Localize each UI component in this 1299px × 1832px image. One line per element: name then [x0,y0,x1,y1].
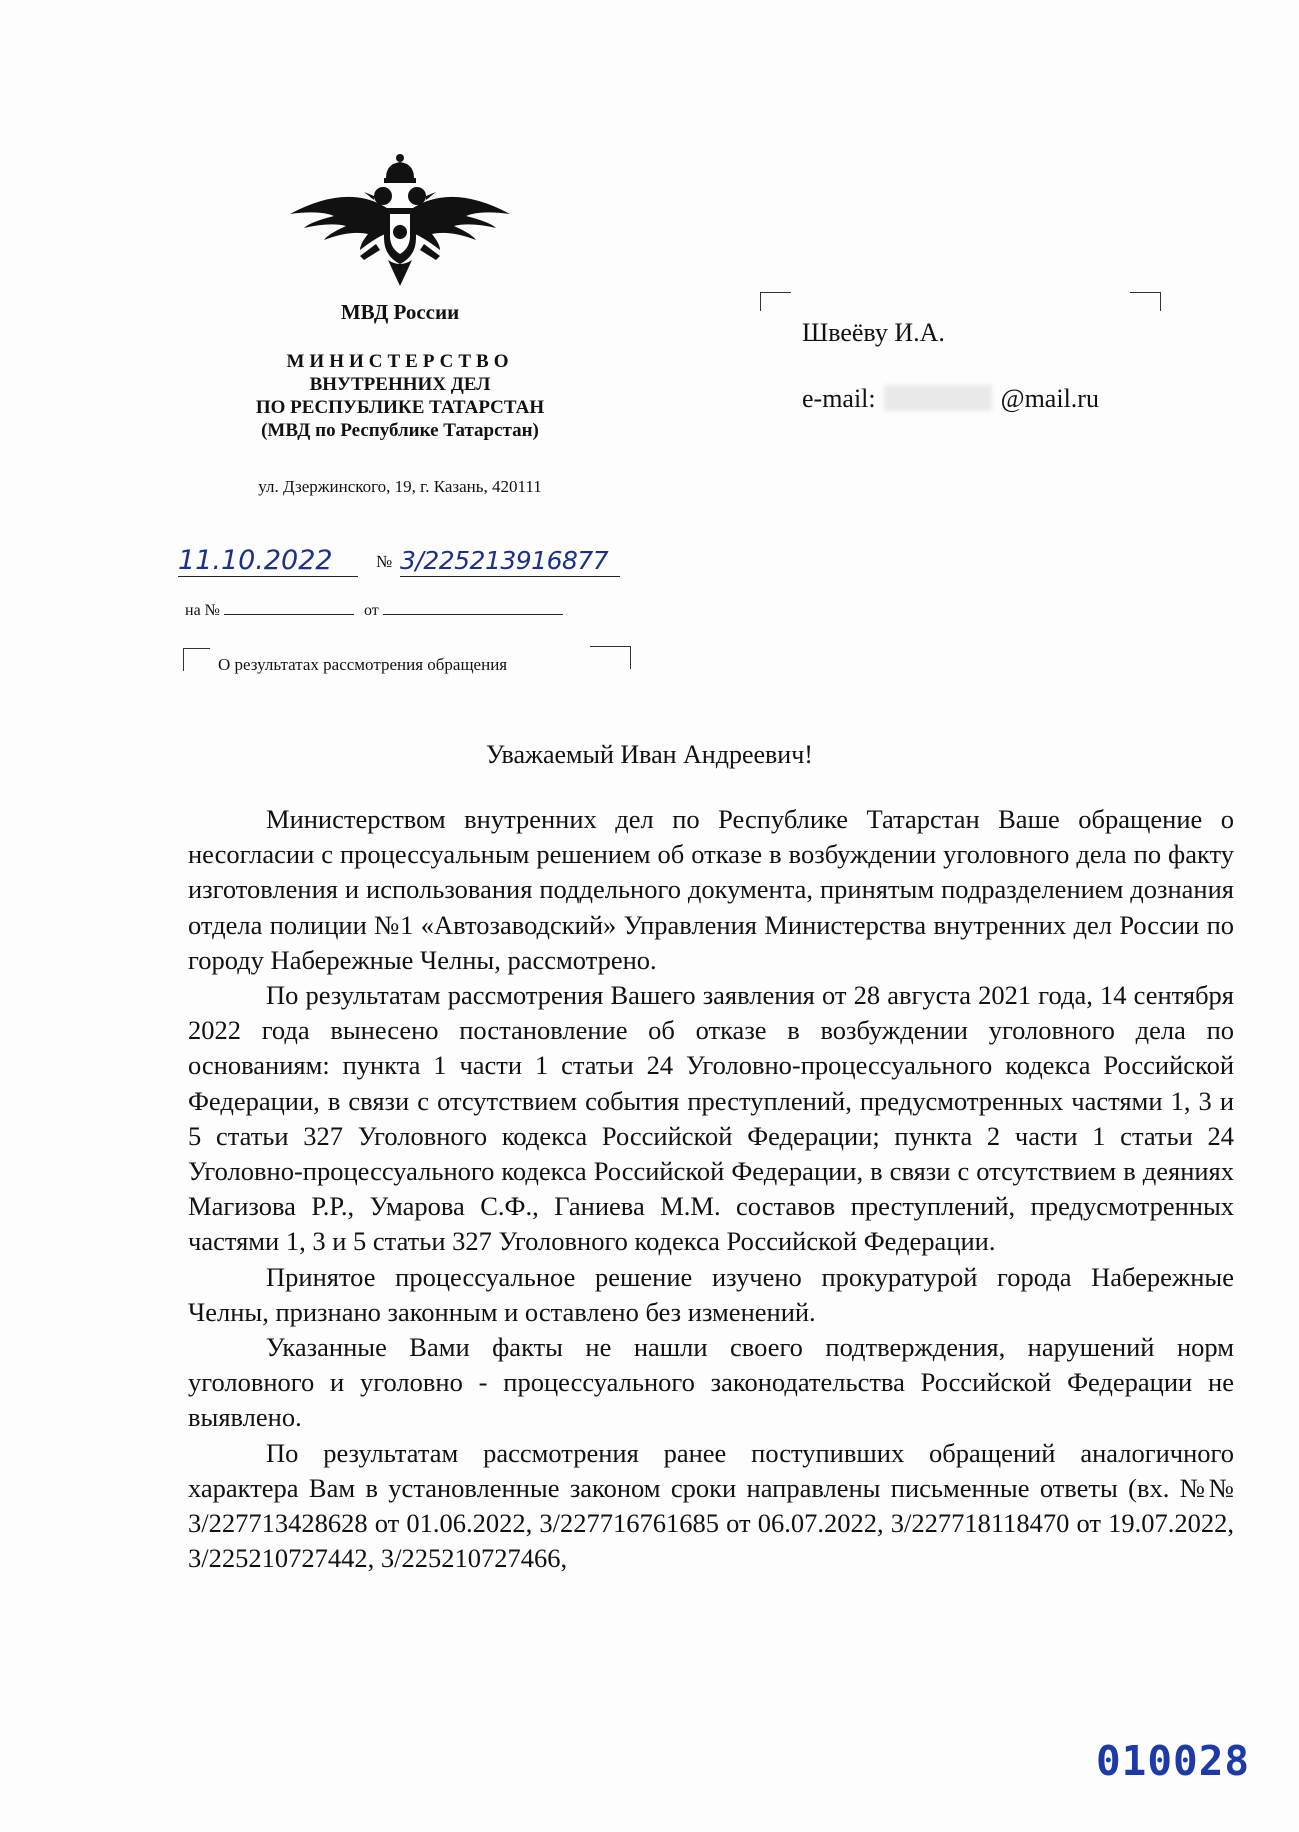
letter-body [188,802,1234,1576]
letter-subject: О результатах рассмотрения обращения [218,655,508,674]
page-stamp-number: 010028 [1096,1737,1251,1785]
body-paragraph: Указанные Вами факты не нашли своего подтверждения, нарушений норм уголовного и уголовно - процессуального законодательства Российской Федерации не выявлено. [188,1332,1234,1433]
ref-number-blank [224,600,354,615]
registration-line [178,540,638,580]
org-name-line: ВНУТРЕННИХ ДЕЛ [309,374,491,395]
org-short-name: МВД России [340,300,460,324]
subject-bracket-left [183,648,210,671]
subject-bracket-right [590,646,631,669]
ref-date-blank [383,600,563,615]
email-prefix: e-mail: [802,384,876,413]
greeting: Уважаемый Иван Андреевич! [486,740,813,769]
ref-from-label: от [363,602,379,619]
org-name-line: МИНИСТЕРСТВО [286,351,514,372]
org-full-name [200,350,600,442]
reference-line [185,600,563,620]
registration-number-label: № [376,552,393,571]
eagle-emblem-icon [290,152,510,287]
org-name-line: (МВД по Республике Татарстан) [261,420,539,441]
recipient-bracket-right [1130,292,1161,311]
org-name-line: ПО РЕСПУБЛИКЕ ТАТАРСТАН [255,397,545,418]
body-paragraph: По результатам рассмотрения ранее поступивших обращений аналогичного характера Вам в установленные законом сроки направлены письменные ответы (вх. №№ 3/227713428628 от 01.06.2022, 3/227716761685 от 06.07.2022, 3/227718118470 от 19.07.2022, 3/225210727442, 3/225210727466, [188,1437,1234,1574]
recipient-name: Швеёву И.А. [802,318,945,347]
registration-number: 3/225213916877 [400,546,620,577]
body-paragraph: Министерством внутренних дел по Республике Татарстан Ваше обращение о несогласии с процессуальным решением об отказе в возбуждении уголовного дела по факту изготовления и использования поддельного документа, принятым подразделением дознания отдела полиции №1 «Автозаводский» Управления Министерства внутренних дел России по городу Набережные Челны, рассмотрено. [188,804,1234,975]
body-paragraph: Принятое процессуальное решение изучено прокуратурой города Набережные Челны, признано законным и оставлено без изменений. [188,1261,1234,1327]
email-suffix: @mail.ru [1000,384,1099,413]
registration-date: 11.10.2022 [178,546,358,577]
email-redaction [884,385,992,411]
ref-number-label: на № [185,602,220,619]
body-paragraph: По результатам рассмотрения Вашего заявления от 28 августа 2021 года, 14 сентября 2022 года вынесено постановление об отказе в возбуждении уголовного дела по основаниям: пункта 1 части 1 статьи 24 Уголовно-процессуального кодекса Российской Федерации, в связи с отсутствием события преступлений, предусмотренных частями 1, 3 и 5 статьи 327 Уголовного кодекса Российской Федерации; пункта 2 части 1 статьи 24 Уголовно-процессуального кодекса Российской Федерации, в связи с отсутствием в деяниях Магизова Р.Р., Умарова С.Ф., Ганиева М.М. составов преступлений, предусмотренных частями 1, 3 и 5 статьи 327 Уголовного кодекса Российской Федерации. [188,980,1234,1257]
org-address: ул. Дзержинского, 19, г. Казань, 420111 [258,477,542,496]
recipient-email [802,384,1099,414]
recipient-bracket-left [760,292,791,311]
